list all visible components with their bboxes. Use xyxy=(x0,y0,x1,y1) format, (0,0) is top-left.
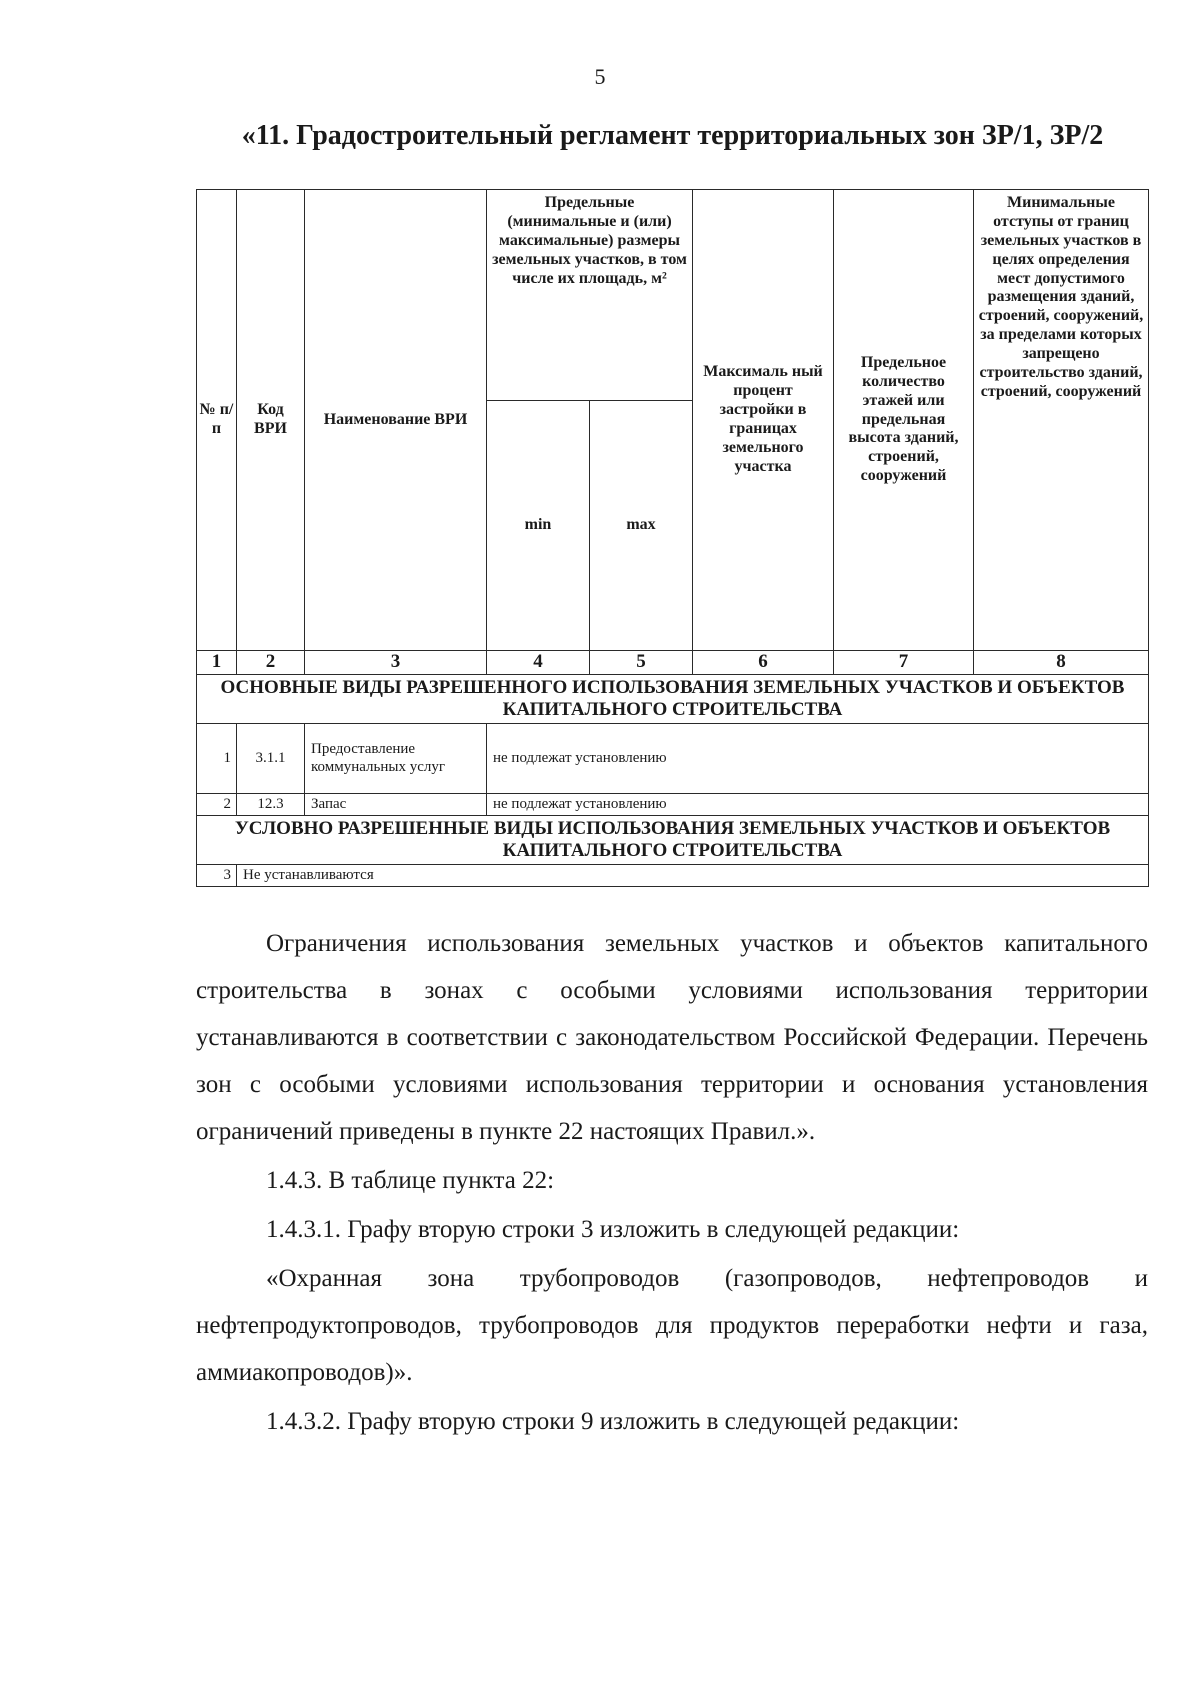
column-number-row xyxy=(197,651,1149,675)
row-text: Не устанавливаются xyxy=(237,865,1149,887)
table-row xyxy=(197,724,1149,794)
column-number: 5 xyxy=(590,651,693,675)
header-max: max xyxy=(590,401,693,651)
column-number: 3 xyxy=(305,651,487,675)
column-number: 8 xyxy=(974,651,1149,675)
row-name: Запас xyxy=(305,794,487,816)
section-main-uses: ОСНОВНЫЕ ВИДЫ РАЗРЕШЕННОГО ИСПОЛЬЗОВАНИЯ ЗЕМЕЛЬНЫХ УЧАСТКОВ И ОБЪЕКТОВ КАПИТАЛЬНОГО СТРОИТЕЛЬСТВА xyxy=(197,675,1149,724)
row-number: 3 xyxy=(197,865,237,887)
header-percent: Максималь ный процент застройки в границах земельного участка xyxy=(693,190,834,651)
paragraph-restrictions: Ограничения использования земельных участков и объектов капитального строительства в зонах с особыми условиями использования территории устанавливаются в соответствии с законодательством Российской Федерации. Перечень зон с особыми условиями использования территории и основания установления ограничений приведены в пункте 22 настоящих Правил.». xyxy=(196,930,1148,1145)
header-name: Наименование ВРИ xyxy=(305,190,487,651)
row-number: 2 xyxy=(197,794,237,816)
paragraph-quote: «Охранная зона трубопроводов (газопроводов, нефтепроводов и нефтепродуктопроводов, трубопроводов для продуктов переработки нефти и газа, аммиакопроводов)». xyxy=(196,1265,1148,1386)
column-number: 4 xyxy=(487,651,590,675)
column-number: 6 xyxy=(693,651,834,675)
section-conditional-uses: УСЛОВНО РАЗРЕШЕННЫЕ ВИДЫ ИСПОЛЬЗОВАНИЯ ЗЕМЕЛЬНЫХ УЧАСТКОВ И ОБЪЕКТОВ КАПИТАЛЬНОГО СТРОИТЕЛЬСТВА xyxy=(197,816,1149,865)
header-code: Код ВРИ xyxy=(237,190,305,651)
header-sizes: Предельные (минимальные и (или) максимальные) размеры земельных участков, в том числе их площадь, м² xyxy=(487,190,693,401)
row-value: не подлежат установлению xyxy=(487,794,1149,816)
row-code: 3.1.1 xyxy=(237,724,305,794)
column-number: 2 xyxy=(237,651,305,675)
row-value: не подлежат установлению xyxy=(487,724,1149,794)
paragraph-item-1-4-3-1: 1.4.3.1. Графу вторую строки 3 изложить в следующей редакции: xyxy=(266,1216,960,1243)
column-number: 7 xyxy=(834,651,974,675)
paragraph-item-1-4-3: 1.4.3. В таблице пункта 22: xyxy=(266,1167,555,1194)
table-row xyxy=(197,794,1149,816)
header-num: № п/п xyxy=(197,190,237,651)
header-floors: Предельное количество этажей или предельная высота зданий, строений, сооружений xyxy=(834,190,974,651)
header-min: min xyxy=(487,401,590,651)
row-code: 12.3 xyxy=(237,794,305,816)
row-number: 1 xyxy=(197,724,237,794)
row-name: Предоставление коммунальных услуг xyxy=(305,724,487,794)
document-heading: «11. Градостроительный регламент территориальных зон ЗР/1, ЗР/2 xyxy=(241,120,1104,151)
column-number: 1 xyxy=(197,651,237,675)
table-row xyxy=(197,865,1149,887)
page-number: 5 xyxy=(594,64,606,89)
paragraph-item-1-4-3-2: 1.4.3.2. Графу вторую строки 9 изложить в следующей редакции: xyxy=(266,1408,960,1435)
body-text xyxy=(196,920,1148,1445)
header-setbacks: Минимальные отступы от границ земельных участков в целях определения мест допустимого размещения зданий, строений, сооружений, за пределами которых запрещено строительство зданий, строений, сооружений xyxy=(974,190,1149,651)
regulation-table xyxy=(196,189,1149,887)
